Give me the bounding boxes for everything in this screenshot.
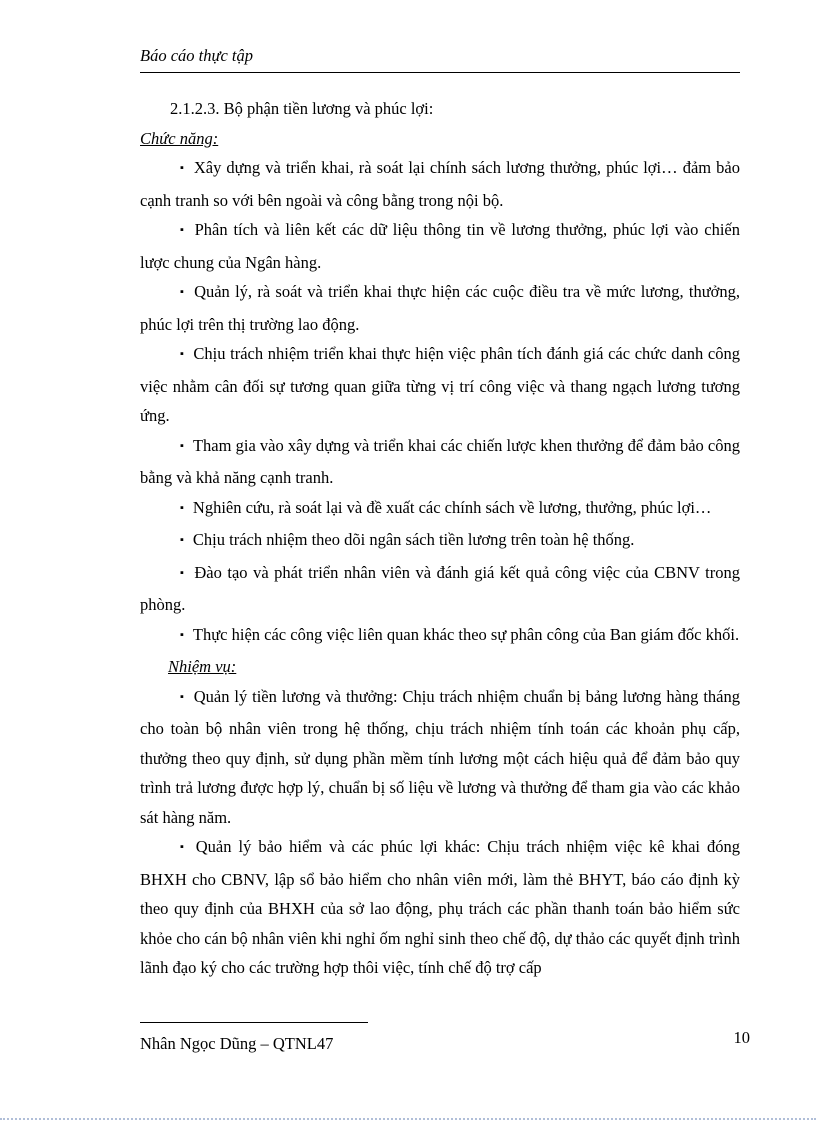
bullet-paragraph: ▪ Quản lý, rà soát và triển khai thực hiện các cuộc điều tra về mức lương, thưởng, phúc lợi trên thị trường lao động. bbox=[140, 282, 740, 334]
bullet-square-icon: ▪ bbox=[180, 566, 186, 579]
bullet-square-icon: ▪ bbox=[180, 348, 185, 360]
bullet-paragraph: ▪ Quản lý bảo hiểm và các phúc lợi khác: Chịu trách nhiệm việc kê khai đóng BHXH cho CBNV, lập sổ bảo hiểm cho nhân viên mới, làm thẻ BHYT, báo cáo định kỳ theo quy định của BHXH của sở lao động, phụ trách các phần thanh toán bảo hiểm sức khỏe cho cán bộ nhân viên khi nghỉ ốm nghỉ sinh theo chế độ, dự thảo các quyết định trình lãnh đạo ký cho các trường hợp thôi việc, tính chế độ trợ cấp bbox=[140, 837, 740, 977]
document-body bbox=[140, 88, 740, 983]
bullet-paragraph: ▪ Tham gia vào xây dựng và triển khai các chiến lược khen thưởng để đảm bảo công bằng và khả năng cạnh tranh. bbox=[140, 435, 741, 487]
bullet-square-icon: ▪ bbox=[180, 690, 185, 703]
bullet-paragraph: ▪ Quản lý tiền lương và thưởng: Chịu trách nhiệm chuẩn bị bảng lương hàng tháng cho toàn bộ nhân viên trong hệ thống, chịu trách nhiệm tính toán các khoản phụ cấp, thưởng theo quy định, sử dụng phần mềm tính lương một cách hiệu quả để đảm bảo quy trình trả lương được hợp lý, chuẩn bị số liệu về lương và thưởng để tham gia vào các khảo sát hàng năm. bbox=[140, 686, 740, 827]
bullet-square-icon: ▪ bbox=[180, 841, 187, 853]
bullet-paragraph: ▪ Thực hiện các công việc liên quan khác theo sự phân công của Ban giám đốc khối. bbox=[180, 624, 740, 644]
page-boundary-dots bbox=[0, 1118, 816, 1120]
bullet-paragraph: ▪ Phân tích và liên kết các dữ liệu thông tin về lương thưởng, phúc lợi vào chiến lược chung của Ngân hàng. bbox=[140, 220, 740, 272]
bullet-paragraph: ▪ Nghiên cứu, rà soát lại và đề xuất các chính sách về lương, thưởng, phúc lợi… bbox=[180, 497, 712, 517]
page-number: 10 bbox=[733, 1028, 750, 1047]
bullet-paragraph: ▪ Đào tạo và phát triển nhân viên và đánh giá kết quả công việc của CBNV trong phòng. bbox=[140, 562, 740, 614]
subheading-label: Nhiệm vụ: bbox=[168, 657, 237, 676]
footer-author: Nhân Ngọc Dũng – QTNL47 bbox=[140, 1034, 334, 1053]
bullet-square-icon: ▪ bbox=[180, 534, 184, 546]
subheading bbox=[140, 652, 740, 682]
bullet-paragraph: ▪ Chịu trách nhiệm triển khai thực hiện việc phân tích đánh giá các chức danh công việc nhằm cân đối sự tương quan giữa từng vị trí công việc và thang ngạch lương tương ứng. bbox=[140, 344, 740, 425]
bullet-square-icon: ▪ bbox=[180, 286, 186, 298]
bullet-square-icon: ▪ bbox=[180, 501, 184, 514]
bullet-paragraph: ▪ Xây dựng và triển khai, rà soát lại chính sách lương thưởng, phúc lợi… đảm bảo cạnh tranh so với bên ngoài và công bằng trong nội bộ. bbox=[140, 158, 740, 210]
bullet-square-icon: ▪ bbox=[180, 162, 185, 174]
bullet-square-icon: ▪ bbox=[180, 439, 184, 452]
header-title: Báo cáo thực tập bbox=[140, 46, 254, 65]
footer-divider bbox=[140, 1022, 368, 1023]
bullet-paragraph: ▪ Chịu trách nhiệm theo dõi ngân sách tiền lương trên toàn hệ thống. bbox=[180, 530, 635, 549]
bullet-square-icon: ▪ bbox=[180, 224, 186, 236]
content-blocks bbox=[140, 124, 740, 983]
subheading bbox=[140, 124, 740, 154]
section-title: 2.1.2.3. Bộ phận tiền lương và phúc lợi: bbox=[170, 99, 434, 118]
bullet-square-icon: ▪ bbox=[180, 628, 184, 641]
page-header bbox=[140, 46, 740, 73]
subheading-label: Chức năng: bbox=[140, 128, 219, 148]
